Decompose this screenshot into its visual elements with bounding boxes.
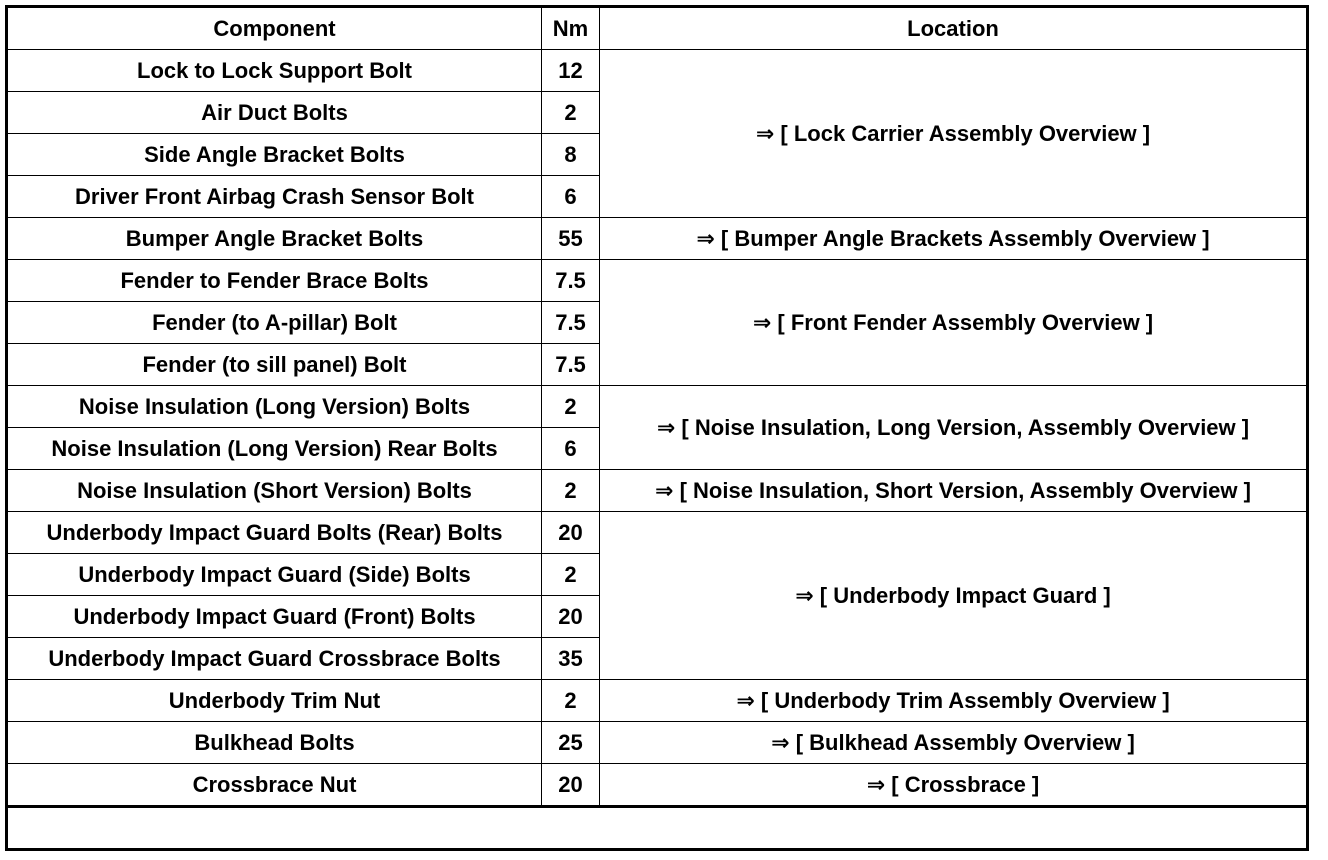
table-row (7, 512, 1308, 554)
location-link[interactable]: ⇒ [ Underbody Impact Guard ] (600, 512, 1308, 680)
torque-value-cell: 7.5 (542, 344, 600, 386)
table-row (7, 50, 1308, 92)
component-cell: Lock to Lock Support Bolt (7, 50, 542, 92)
component-cell: Underbody Impact Guard (Front) Bolts (7, 596, 542, 638)
table-row (7, 680, 1308, 722)
torque-value-cell: 12 (542, 50, 600, 92)
component-cell: Air Duct Bolts (7, 92, 542, 134)
table-row (7, 386, 1308, 428)
torque-value-cell: 20 (542, 596, 600, 638)
torque-value-cell: 35 (542, 638, 600, 680)
component-cell: Bumper Angle Bracket Bolts (7, 218, 542, 260)
torque-value-cell: 8 (542, 134, 600, 176)
table-row (7, 470, 1308, 512)
table-row (7, 764, 1308, 807)
header-nm: Nm (542, 7, 600, 50)
location-link[interactable]: ⇒ [ Lock Carrier Assembly Overview ] (600, 50, 1308, 218)
torque-value-cell: 6 (542, 176, 600, 218)
component-cell: Driver Front Airbag Crash Sensor Bolt (7, 176, 542, 218)
torque-value-cell: 2 (542, 386, 600, 428)
component-cell: Fender to Fender Brace Bolts (7, 260, 542, 302)
component-cell: Noise Insulation (Long Version) Bolts (7, 386, 542, 428)
component-cell: Underbody Impact Guard Bolts (Rear) Bolts (7, 512, 542, 554)
torque-value-cell: 20 (542, 512, 600, 554)
header-location: Location (600, 7, 1308, 50)
table-header-row (7, 7, 1308, 50)
component-cell: Noise Insulation (Long Version) Rear Bolts (7, 428, 542, 470)
component-cell: Underbody Impact Guard Crossbrace Bolts (7, 638, 542, 680)
torque-value-cell: 6 (542, 428, 600, 470)
component-cell: Underbody Impact Guard (Side) Bolts (7, 554, 542, 596)
torque-value-cell: 2 (542, 554, 600, 596)
torque-value-cell: 2 (542, 470, 600, 512)
torque-value-cell: 7.5 (542, 302, 600, 344)
torque-value-cell: 7.5 (542, 260, 600, 302)
location-link[interactable]: ⇒ [ Underbody Trim Assembly Overview ] (600, 680, 1308, 722)
torque-specifications-table (5, 5, 1309, 851)
location-link[interactable]: ⇒ [ Noise Insulation, Short Version, Assembly Overview ] (600, 470, 1308, 512)
table-row (7, 260, 1308, 302)
table-row (7, 218, 1308, 260)
component-cell: Crossbrace Nut (7, 764, 542, 807)
table-footer-row (7, 807, 1308, 850)
location-link[interactable]: ⇒ [ Bumper Angle Brackets Assembly Overview ] (600, 218, 1308, 260)
table-footer-cell (7, 807, 1308, 850)
component-cell: Noise Insulation (Short Version) Bolts (7, 470, 542, 512)
torque-value-cell: 2 (542, 92, 600, 134)
component-cell: Fender (to A-pillar) Bolt (7, 302, 542, 344)
table-body (7, 50, 1308, 807)
component-cell: Side Angle Bracket Bolts (7, 134, 542, 176)
location-link[interactable]: ⇒ [ Crossbrace ] (600, 764, 1308, 807)
location-link[interactable]: ⇒ [ Bulkhead Assembly Overview ] (600, 722, 1308, 764)
component-cell: Bulkhead Bolts (7, 722, 542, 764)
location-link[interactable]: ⇒ [ Noise Insulation, Long Version, Assembly Overview ] (600, 386, 1308, 470)
component-cell: Underbody Trim Nut (7, 680, 542, 722)
component-cell: Fender (to sill panel) Bolt (7, 344, 542, 386)
torque-value-cell: 25 (542, 722, 600, 764)
header-component: Component (7, 7, 542, 50)
torque-value-cell: 20 (542, 764, 600, 807)
torque-value-cell: 2 (542, 680, 600, 722)
torque-value-cell: 55 (542, 218, 600, 260)
table-row (7, 722, 1308, 764)
location-link[interactable]: ⇒ [ Front Fender Assembly Overview ] (600, 260, 1308, 386)
torque-table-container (5, 5, 1309, 851)
